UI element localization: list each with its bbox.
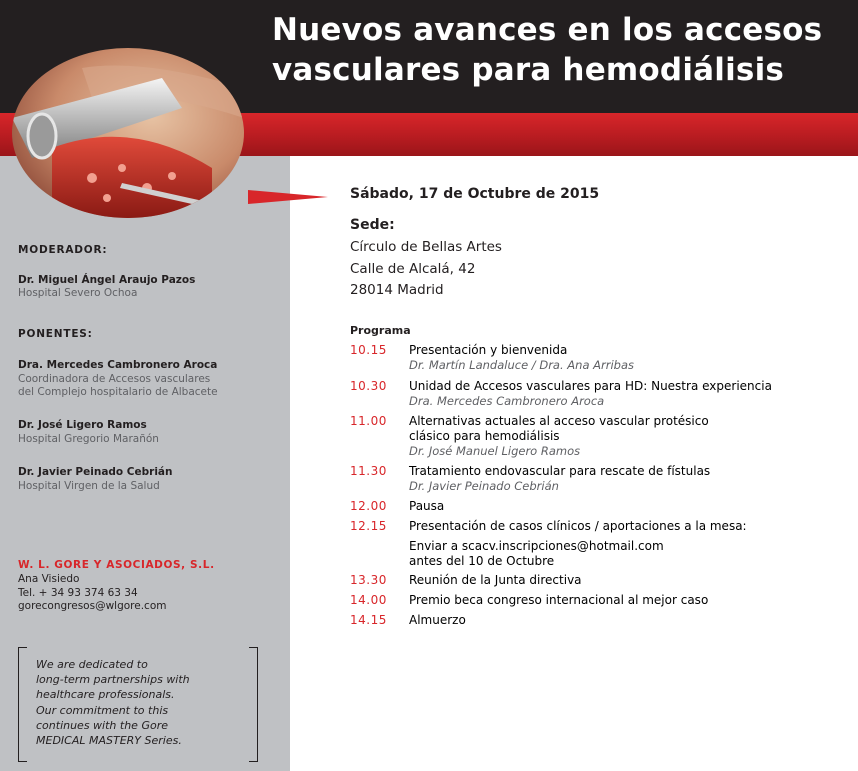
- program-note-deadline: antes del 10 de Octubre: [409, 554, 555, 568]
- program-time: 10.30: [350, 379, 387, 393]
- program-title: Almuerzo: [409, 613, 466, 627]
- sede-label: Sede:: [350, 217, 395, 233]
- program-time: 11.30: [350, 464, 387, 478]
- red-arrow: [248, 190, 328, 204]
- speaker-2-name: Dr. José Ligero Ramos: [18, 419, 147, 431]
- program-time: 14.00: [350, 593, 387, 607]
- moderator-name: Dr. Miguel Ángel Araujo Pazos: [18, 274, 196, 286]
- company-contact: Ana Visiedo: [18, 573, 80, 585]
- quote-bracket-left: [18, 647, 27, 762]
- moderator-affiliation: Hospital Severo Ochoa: [18, 287, 138, 299]
- program-title: Presentación de casos clínicos / aportaciones a la mesa:: [409, 519, 747, 533]
- program-note-email[interactable]: Enviar a scacv.inscripciones@hotmail.com: [409, 539, 664, 553]
- program-title: Presentación y bienvenida: [409, 343, 568, 357]
- venue-street: Calle de Alcalá, 42: [350, 261, 476, 277]
- program-title: Premio beca congreso internacional al mejor caso: [409, 593, 709, 607]
- quote-line: continues with the Gore: [36, 718, 168, 732]
- venue-name: Círculo de Bellas Artes: [350, 239, 502, 255]
- speaker-1-affiliation: Coordinadora de Accesos vasculares: [18, 373, 211, 385]
- title-line-1: Nuevos avances en los accesos: [272, 12, 823, 48]
- quote-line: We are dedicated to: [36, 658, 148, 671]
- program-speaker: Dr. José Manuel Ligero Ramos: [409, 444, 581, 458]
- program-title: Tratamiento endovascular para rescate de fístulas: [409, 464, 711, 478]
- page-title: [272, 10, 852, 90]
- program-time: 13.30: [350, 573, 387, 587]
- program-speaker: Dra. Mercedes Cambronero Aroca: [409, 394, 605, 408]
- company-name: W. L. GORE Y ASOCIADOS, S.L.: [18, 559, 215, 571]
- event-date: Sábado, 17 de Octubre de 2015: [350, 186, 600, 202]
- program-heading: Programa: [350, 324, 411, 337]
- speakers-heading: PONENTES:: [18, 328, 93, 340]
- speaker-3-name: Dr. Javier Peinado Cebrián: [18, 466, 173, 478]
- speaker-1-name: Dra. Mercedes Cambronero Aroca: [18, 359, 218, 371]
- program-title: Pausa: [409, 499, 445, 513]
- program-title: Alternativas actuales al acceso vascular protésico: [409, 414, 709, 428]
- quote-text: [36, 657, 251, 748]
- venue-city: 28014 Madrid: [350, 282, 444, 298]
- speaker-3-affiliation: Hospital Virgen de la Salud: [18, 480, 160, 492]
- company-phone: Tel. + 34 93 374 63 34: [18, 587, 138, 599]
- company-email[interactable]: gorecongresos@wlgore.com: [18, 600, 167, 612]
- quote-line: long-term partnerships with: [36, 673, 190, 687]
- program-time: 12.15: [350, 519, 387, 533]
- program-time: 10.15: [350, 343, 387, 357]
- moderator-heading: MODERADOR:: [18, 244, 108, 256]
- speaker-1-affiliation-2: del Complejo hospitalario de Albacete: [18, 386, 218, 398]
- program-speaker: Dr. Martín Landaluce / Dra. Ana Arribas: [409, 358, 634, 372]
- speaker-2-affiliation: Hospital Gregorio Marañón: [18, 433, 159, 445]
- program-title-cont: clásico para hemodiálisis: [409, 429, 560, 443]
- program-time: 12.00: [350, 499, 387, 513]
- title-line-2: vasculares para hemodiálisis: [272, 52, 785, 88]
- quote-line: healthcare professionals.: [36, 688, 175, 702]
- program-time: 11.00: [350, 414, 387, 428]
- program-title: Unidad de Accesos vasculares para HD: Nuestra experiencia: [409, 379, 772, 393]
- program-title: Reunión de la Junta directiva: [409, 573, 582, 587]
- program-time: 14.15: [350, 613, 387, 627]
- quote-line: Our commitment to this: [36, 703, 169, 717]
- vascular-illustration: [12, 48, 244, 218]
- quote-box: [18, 647, 258, 760]
- program-speaker: Dr. Javier Peinado Cebrián: [409, 479, 559, 493]
- quote-line: MEDICAL MASTERY Series.: [36, 734, 182, 748]
